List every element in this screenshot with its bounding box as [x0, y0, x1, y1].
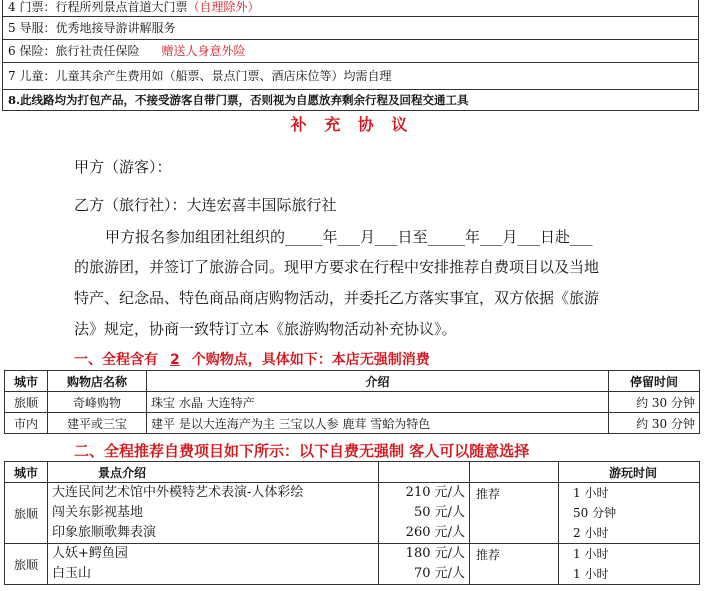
terms-line-4: [2, 0, 699, 17]
shop-table: [4, 370, 700, 434]
shop-table-header: [5, 371, 700, 392]
fee-cell-times: [559, 544, 700, 585]
fee-item-name: 大连民间艺术馆中外模特艺术表演-人体彩绘: [52, 485, 304, 500]
section-1-post: 个购物点，具体如下：本店无强制消费: [191, 352, 430, 368]
party-a-label: 甲方（游客）：: [74, 158, 172, 176]
fee-item-price: 50 元/人: [413, 505, 465, 520]
shop-header-name: 购物店名称: [48, 371, 147, 392]
fee-header-tag: [470, 462, 559, 483]
terms-box: [2, 0, 699, 111]
fee-item-price: 70 元/人: [413, 566, 465, 581]
terms-line-7: 7 儿童：儿童其余产生费用如（船票、景点门票、酒店床位等）均需自理: [2, 63, 699, 90]
terms-line-5: 5 导服：优秀地接导游讲解服务: [2, 17, 699, 40]
shop-cell-name: 奇峰购物: [48, 392, 147, 413]
shop-cell-duration: 约 30 分钟: [609, 413, 700, 434]
table-row: [5, 544, 700, 585]
fee-item-name: 人妖+鳄鱼园: [52, 546, 128, 561]
fee-item-name: 印象旅顺歌舞表演: [52, 525, 157, 540]
terms-line-4-text: 4 门票：行程所列景点首道大门票: [8, 0, 188, 14]
fee-cell-city: 旅顺: [5, 483, 48, 544]
fee-header-intro: 景点介绍: [48, 462, 379, 483]
agreement-line-2: 的旅游团，并签订了旅游合同。现甲方要求在行程中安排推荐自费项目以及当地: [74, 258, 600, 276]
shop-cell-duration: 约 30 分钟: [609, 392, 700, 413]
fee-table-header: [5, 462, 700, 483]
terms-line-6-note: 赠送人身意外险: [161, 44, 246, 58]
agreement-line-3: 特产、纪念品、特色商品商店购物活动，并委托乙方落实事宜，双方依据《旅游: [74, 289, 600, 307]
agreement-line-4: 法》规定，协商一致特订立本《旅游购物活动补充协议》。: [74, 320, 457, 338]
fee-item-time: 1 小时: [573, 486, 609, 500]
fee-cell-names: [48, 544, 379, 585]
agreement-line-1: 甲方报名参加组团社组织的_____年___月___日至_____年___月___日赴___: [105, 228, 593, 246]
fee-item-time: 1 小时: [573, 547, 609, 561]
section-1-count: 2: [170, 352, 180, 368]
fee-item-time: 50 分钟: [573, 506, 617, 520]
fee-item-time: 1 小时: [573, 567, 609, 581]
section-1-heading: [74, 349, 430, 369]
page-title: 补 充 协 议: [290, 115, 414, 134]
shop-cell-name: 建平或三宝: [48, 413, 147, 434]
fee-cell-names: [48, 483, 379, 544]
fee-item-price: 210 元/人: [405, 485, 465, 500]
fee-item-price: 260 元/人: [405, 525, 465, 540]
fee-item-name: 闯关东影视基地: [52, 505, 144, 520]
fee-header-duration: 游玩时间: [559, 462, 700, 483]
terms-line-4-note: （自理除外）: [187, 0, 260, 14]
shop-header-city: 城市: [5, 371, 48, 392]
fee-item-time: 2 小时: [573, 526, 609, 540]
fee-item-price: 180 元/人: [405, 546, 465, 561]
party-b-label: 乙方（旅行社）：大连宏喜丰国际旅行社: [74, 196, 337, 214]
section-1-pre: 一、全程含有: [74, 352, 158, 368]
fee-cell-tag: 推荐: [470, 483, 559, 544]
fee-cell-prices: [379, 483, 470, 544]
fee-header-city: 城市: [5, 462, 48, 483]
terms-line-6: [2, 40, 699, 63]
terms-line-8: 8.此线路均为打包产品，不接受游客自带门票，否则视为自愿放弃剩余行程及回程交通工具: [2, 90, 699, 111]
fee-cell-city: 旅顺: [5, 544, 48, 585]
shop-cell-city: 市内: [5, 413, 48, 434]
fee-cell-tag: 推荐: [470, 544, 559, 585]
shop-cell-city: 旅顺: [5, 392, 48, 413]
section-2-heading: 二、全程推荐自费项目如下所示：以下自费无强制 客人可以随意选择: [74, 442, 530, 460]
table-row: [5, 483, 700, 544]
fee-header-price: [379, 462, 470, 483]
table-row: [5, 392, 700, 413]
terms-line-6-text: 6 保险：旅行社责任保险: [8, 44, 140, 58]
fee-table: [4, 461, 700, 585]
shop-header-duration: 停留时间: [609, 371, 700, 392]
shop-cell-intro: 建平 是以大连海产为主 三宝以人参 鹿茸 雪蛤为特色: [147, 413, 609, 434]
fee-cell-prices: [379, 544, 470, 585]
shop-header-intro: 介绍: [147, 371, 609, 392]
shop-cell-intro: 珠宝 水晶 大连特产: [147, 392, 609, 413]
fee-item-name: 白玉山: [52, 566, 92, 581]
table-row: [5, 413, 700, 434]
fee-cell-times: [559, 483, 700, 544]
